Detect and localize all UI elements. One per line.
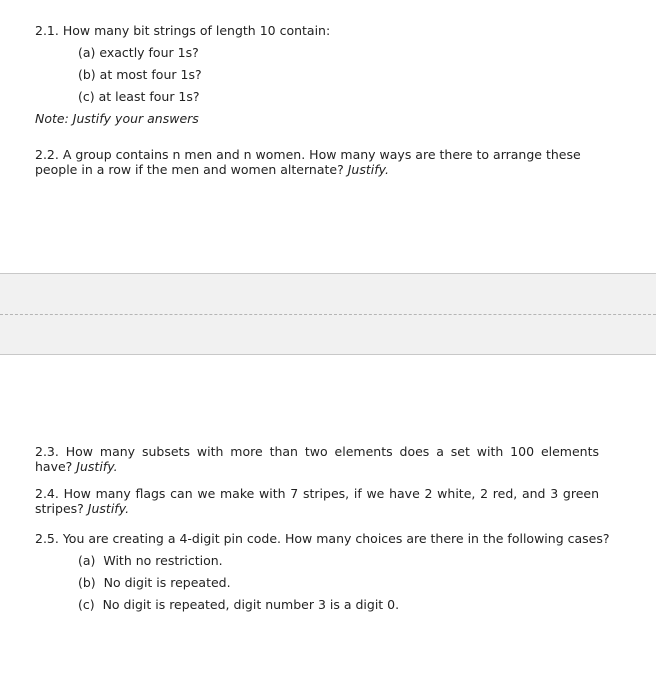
question-2-3-justify: Justify. [76, 459, 118, 474]
question-2-1-part-a: (a) exactly four 1s? [78, 45, 199, 60]
question-2-1-note: Note: Justify your answers [35, 111, 199, 126]
question-2-3-text: 2.3. How many subsets with more than two elements does a set with 100 elements have? [35, 444, 599, 474]
question-2-2 [35, 147, 601, 177]
question-2-4 [35, 486, 599, 516]
question-2-2-justify: Justify. [347, 162, 390, 177]
question-2-2-text: 2.2. A group contains n men and n women. How many ways are there to arrange these people in a row if the men and women alternate? [35, 147, 581, 177]
question-2-3 [35, 444, 599, 474]
page-break-line [0, 314, 656, 315]
question-2-5-part-b: (b) No digit is repeated. [78, 575, 231, 590]
question-2-5-part-a: (a) With no restriction. [78, 553, 223, 568]
question-2-1-part-c: (c) at least four 1s? [78, 89, 200, 104]
question-2-5-part-c: (c) No digit is repeated, digit number 3 is a digit 0. [78, 597, 400, 612]
question-2-1-part-b: (b) at most four 1s? [78, 67, 202, 82]
question-2-4-text: 2.4. How many flags can we make with 7 stripes, if we have 2 white, 2 red, and 3 green stripes? [35, 486, 599, 516]
question-2-5-stem: 2.5. You are creating a 4-digit pin code. How many choices are there in the following cases? [35, 531, 610, 546]
question-2-4-justify: Justify. [87, 501, 130, 516]
page-break-gap [0, 273, 656, 355]
question-2-1-stem: 2.1. How many bit strings of length 10 contain: [35, 23, 331, 38]
